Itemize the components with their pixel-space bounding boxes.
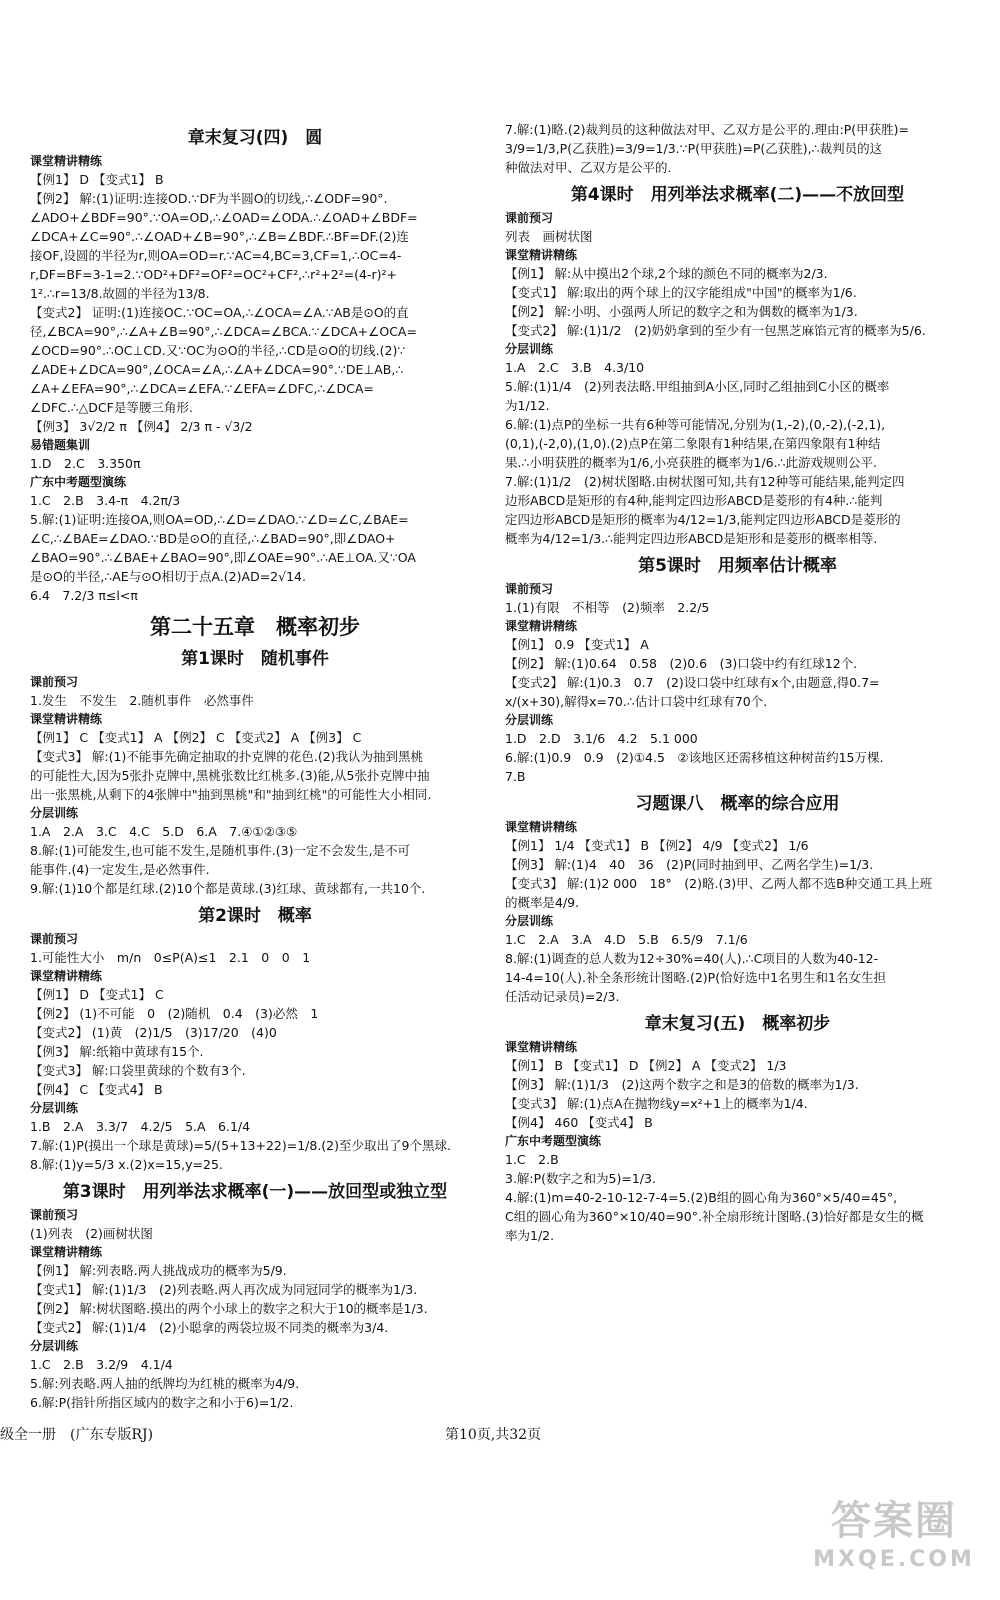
answer-line: 5.解:(1)1/4 (2)列表法略.甲组抽到A小区,同时乙组抽到C小区的概率 — [505, 379, 890, 394]
subsection-heading: 课堂精讲精练 — [505, 1040, 578, 1054]
answer-line: 1.B 2.A 3.3/7 4.2/5 5.A 6.1/4 — [30, 1119, 251, 1134]
subsection-heading: 课堂精讲精练 — [30, 1245, 103, 1259]
watermark-url: MXQE.COM — [813, 1547, 975, 1572]
watermark-text: 答案圈 — [831, 1498, 957, 1544]
answer-line: 7.解:(1)P(摸出一个球是黄球)=5/(5+13+22)=1/8.(2)至少取出了9个黑球. — [30, 1138, 451, 1153]
answer-line: 【例3】 解:(1)4 40 36 (2)P(同时抽到甲、乙两名学生)=1/3. — [505, 857, 874, 872]
answer-line: 1.发生 不发生 2.随机事件 必然事件 — [30, 693, 254, 708]
subsection-heading: 课前预习 — [505, 582, 554, 596]
answer-line: 3/9=1/3,P(乙获胜)=3/9=1/3.∵P(甲获胜)=P(乙获胜),∴裁判员的这 — [505, 141, 883, 156]
answer-line: 1.C 2.B — [505, 1152, 559, 1167]
answer-line: ∠OCD=90°.∴OC⊥CD.又∵OC为⊙O的半径,∴CD是⊙O的切线.(2)∵ — [30, 343, 406, 358]
answer-line: 率为1/2. — [505, 1228, 555, 1243]
answer-line: 1.C 2.A 3.A 4.D 5.B 6.5/9 7.1/6 — [505, 932, 748, 947]
answer-line: (0,1),(-2,0),(1,0).(2)点P在第二象限有1种结果,在第四象限有1种结 — [505, 436, 881, 451]
left-column — [30, 120, 480, 1412]
answer-line: 【变式2】 解:(1)1/2 (2)奶奶拿到的至少有一包黑芝麻馅元宵的概率为5/6. — [505, 323, 926, 338]
subsection-heading: 分层训练 — [505, 342, 554, 356]
answer-line: r,DF=BF=3-1=2.∵OD²+DF²=OF²=OC²+CF²,∴r²+2²=(4-r)²+ — [30, 267, 397, 282]
footer-page-number: 第10页,共32页 — [445, 1427, 542, 1443]
subsection-heading: 分层训练 — [30, 1101, 79, 1115]
answer-line: 【例2】 解:(1)0.64 0.58 (2)0.6 (3)口袋中约有红球12个. — [505, 656, 858, 671]
subsection-heading: 分层训练 — [505, 914, 554, 928]
section-title: 第3课时 用列举法求概率(一)——放回型或独立型 — [62, 1182, 448, 1202]
answer-line: 6.解:P(指针所指区域内的数字之和小于6)=1/2. — [30, 1395, 294, 1410]
answer-line: 6.4 7.2/3 π≤l<π — [30, 588, 138, 603]
answer-line: 边形ABCD是矩形的有4种,能判定四边形ABCD是菱形的有4种.∴能判 — [505, 493, 883, 508]
answer-line: 【例2】 解:小明、小强两人所记的数字之和为偶数的概率为1/3. — [505, 304, 858, 319]
section-title: 章末复习(五) 概率初步 — [644, 1014, 831, 1034]
answer-line: 【变式1】 解:取出的两个球上的汉字能组成"中国"的概率为1/6. — [505, 285, 857, 300]
answer-line: 【变式2】 (1)黄 (2)1/5 (3)17/20 (4)0 — [30, 1025, 277, 1040]
answer-line: 【例1】 D 【变式1】 B — [30, 172, 164, 187]
answer-line: 8.解:(1)调查的总人数为12÷30%=40(人).∴C项目的人数为40-12- — [505, 951, 879, 966]
section-title: 习题课八 概率的综合应用 — [635, 794, 840, 814]
answer-line: 【例2】 解:(1)证明:连接OD.∵DF为半圆O的切线,∴∠ODF=90°. — [30, 191, 388, 206]
answer-line: 4.解:(1)m=40-2-10-12-7-4=5.(2)B组的圆心角为360°×5/40=45°, — [505, 1190, 898, 1205]
answer-line: 7.解:(1)略.(2)裁判员的这种做法对甲、乙双方是公平的.理由:P(甲获胜)= — [505, 122, 909, 137]
answer-line: 1.C 2.B 3.2/9 4.1/4 — [30, 1357, 173, 1372]
answer-line: 1.D 2.D 3.1/6 4.2 5.1 000 — [505, 731, 698, 746]
answer-line: 【例3】 3√2/2 π 【例4】 2/3 π - √3/2 — [30, 419, 253, 434]
answer-line: 6.解:(1)点P的坐标一共有6种等可能情况,分别为(1,-2),(0,-2),(-2,1), — [505, 417, 886, 432]
answer-line: 1.C 2.B 3.4-π 4.2π/3 — [30, 493, 181, 508]
answer-line: 5.解:(1)证明:连接OA,则OA=OD,∴∠D=∠DAO.∵∠D=∠C,∠BAE= — [30, 512, 409, 527]
subsection-heading: 分层训练 — [30, 806, 79, 820]
subsection-heading: 课堂精讲精练 — [505, 619, 578, 633]
answer-line: 【变式2】 证明:(1)连接OC.∵OC=OA,∴∠OCA=∠A.∵AB是⊙O的直 — [30, 305, 409, 320]
answer-line: 【例4】 C 【变式4】 B — [30, 1082, 163, 1097]
subsection-heading: 广东中考题型演练 — [505, 1134, 602, 1148]
answer-line: 【例3】 解:(1)1/3 (2)这两个数字之和是3的倍数的概率为1/3. — [505, 1077, 859, 1092]
answer-line: 【例1】 B 【变式1】 D 【例2】 A 【变式2】 1/3 — [505, 1058, 787, 1073]
answer-line: 【例1】 解:从中摸出2个球,2个球的颜色不同的概率为2/3. — [505, 266, 828, 281]
answer-line: 5.解:列表略.两人抽的纸牌均为红桃的概率为4/9. — [30, 1376, 300, 1391]
section-title: 章末复习(四) 圆 — [187, 128, 323, 148]
answer-line: 径,∠BCA=90°,∴∠A+∠B=90°,∴∠DCA=∠BCA.∵∠DCA+∠OCA= — [30, 324, 417, 339]
answer-line: ∠DFC.∴△DCF是等腰三角形. — [30, 400, 193, 415]
answer-line: 【例3】 解:纸箱中黄球有15个. — [30, 1044, 204, 1059]
subsection-heading: 易错题集训 — [30, 438, 91, 452]
answer-line: 【例1】 0.9 【变式1】 A — [505, 637, 649, 652]
subsection-heading: 课堂精讲精练 — [505, 820, 578, 834]
answer-line: 【例2】 (1)不可能 0 (2)随机 0.4 (3)必然 1 — [30, 1006, 319, 1021]
answer-line: 14-4=10(人).补全条形统计图略.(2)P(恰好选中1名男生和1名女生担 — [505, 970, 886, 985]
section-title: 第1课时 随机事件 — [181, 649, 329, 669]
answer-line: 7.B — [505, 769, 526, 784]
answer-line: 【变式3】 解:(1)点A在抛物线y=x²+1上的概率为1/4. — [505, 1096, 808, 1111]
subsection-heading: 课前预习 — [30, 932, 79, 946]
chapter-title: 第二十五章 概率初步 — [150, 615, 360, 639]
answer-line: ∠BAO=90°.∴∠BAE+∠BAO=90°,即∠OAE=90°.∴AE⊥OA.又∵OA — [30, 550, 416, 565]
answer-line: 6.解:(1)0.9 0.9 (2)①4.5 ②该地区还需移植这种树苗约15万棵. — [505, 750, 884, 765]
answer-line: 1.A 2.C 3.B 4.3/10 — [505, 360, 645, 375]
answer-line: ∠A+∠EFA=90°,∴∠DCA=∠EFA.∵∠EFA=∠DFC,∴∠DCA= — [30, 381, 374, 396]
answer-line: 1.A 2.A 3.C 4.C 5.D 6.A 7.④①②③⑤ — [30, 824, 298, 839]
answer-line: C组的圆心角为360°×10/40=90°.补全扇形统计图略.(3)恰好都是女生的概 — [505, 1209, 924, 1224]
answer-line: 种做法对甲、乙双方是公平的. — [505, 160, 672, 175]
answer-line: 1².∴r=13/8.故圆的半径为13/8. — [30, 286, 210, 301]
answer-line: ∠C,∴∠BAE=∠DAO.∵BD是⊙O的直径,∴∠BAD=90°,即∠DAO+ — [30, 531, 396, 546]
answer-line: 9.解:(1)10个都是红球.(2)10个都是黄球.(3)红球、黄球都有,一共10个. — [30, 881, 426, 896]
answer-line: 任活动记录员)=2/3. — [505, 989, 620, 1004]
answer-line: 【例1】 1/4 【变式1】 B 【例2】 4/9 【变式2】 1/6 — [505, 838, 809, 853]
answer-line: 【变式2】 解:(1)1/4 (2)小聪拿的两袋垃圾不同类的概率为3/4. — [30, 1320, 389, 1335]
subsection-heading: 分层训练 — [30, 1339, 79, 1353]
subsection-heading: 课堂精讲精练 — [30, 712, 103, 726]
answer-line: 7.解:(1)1/2 (2)树状图略.由树状图可知,共有12种等可能结果,能判定四 — [505, 474, 905, 489]
answer-line: 1.(1)有限 不相等 (2)频率 2.2/5 — [505, 600, 710, 615]
answer-line: 出一张黑桃,从剩下的4张牌中"抽到黑桃"和"抽到红桃"的可能性大小相同. — [30, 787, 432, 802]
answer-line: 【变式3】 解:(1)2 000 18° (2)略.(3)甲、乙两人都不选B种交通工具上班 — [505, 876, 933, 891]
answer-line: ∠ADE+∠DCA=90°,∠OCA=∠A,∴∠A+∠DCA=90°.∵DE⊥AB,∴ — [30, 362, 404, 377]
footer-book-info: 级全一册 (广东专版RJ) — [0, 1427, 154, 1443]
subsection-heading: 广东中考题型演练 — [30, 475, 127, 489]
answer-line: ∠DCA+∠C=90°.∴∠OAD+∠B=90°,∴∠B=∠BDF.∴BF=DF.(2)连 — [30, 229, 409, 244]
answer-line: 8.解:(1)可能发生,也可能不发生,是随机事件.(3)一定不会发生,是不可 — [30, 843, 410, 858]
section-title: 第2课时 概率 — [198, 906, 312, 926]
answer-line: 果.∴小明获胜的概率为1/6,小亮获胜的概率为1/6.∴此游戏规则公平. — [505, 455, 878, 470]
subsection-heading: 课前预习 — [30, 675, 79, 689]
answer-line: x/(x+30),解得x=70.∴估计口袋中红球有70个. — [505, 694, 768, 709]
answer-line: 是⊙O的半径,∴AE与⊙O相切于点A.(2)AD=2√14. — [30, 569, 306, 584]
answer-line: 【变式2】 解:(1)0.3 0.7 (2)设口袋中红球有x个,由题意,得0.7= — [505, 675, 880, 690]
answer-line: 【例2】 解:树状图略.摸出的两个小球上的数字之积大于10的概率是1/3. — [30, 1301, 428, 1316]
answer-line: 为1/12. — [505, 398, 550, 413]
answer-line: 定四边形ABCD是矩形的概率为4/12=1/3,能判定四边形ABCD是菱形的 — [505, 512, 901, 527]
subsection-heading: 课堂精讲精练 — [30, 154, 103, 168]
answer-line: 1.可能性大小 m/n 0≤P(A)≤1 2.1 0 0 1 — [30, 950, 311, 965]
watermark-logo — [794, 1495, 994, 1595]
answer-line: 的概率是4/9. — [505, 895, 580, 910]
answer-line: 概率为4/12=1/3.∴能判定四边形ABCD是矩形和是菱形的概率相等. — [505, 531, 878, 546]
answer-line: 【变式3】 解:口袋里黄球的个数有3个. — [30, 1063, 246, 1078]
answer-line: ∠ADO+∠BDF=90°.∵OA=OD,∴∠OAD=∠ODA.∴∠OAD+∠BDF= — [30, 210, 418, 225]
subsection-heading: 分层训练 — [505, 713, 554, 727]
answer-line: 接OF,设圆的半径为r,则OA=OD=r.∵AC=4,BC=3,CF=1,∴OC=4- — [30, 248, 402, 263]
subsection-heading: 课堂精讲精练 — [30, 969, 103, 983]
answer-line: 列表 画树状图 — [505, 229, 593, 244]
answer-line: 【变式1】 解:(1)1/3 (2)列表略.两人再次成为同冠同学的概率为1/3. — [30, 1282, 418, 1297]
answer-line: 【变式3】 解:(1)不能事先确定抽取的扑克牌的花色.(2)我认为抽到黑桃 — [30, 749, 424, 764]
section-title: 第5课时 用频率估计概率 — [638, 556, 837, 576]
answer-line: 8.解:(1)y=5/3 x.(2)x=15,y=25. — [30, 1157, 223, 1172]
answer-line: 【例1】 C 【变式1】 A 【例2】 C 【变式2】 A 【例3】 C — [30, 730, 362, 745]
answer-line: 【例4】 460 【变式4】 B — [505, 1115, 653, 1130]
section-title: 第4课时 用列举法求概率(二)——不放回型 — [570, 185, 905, 205]
answer-line: 能事件.(4)一定发生,是必然事件. — [30, 862, 210, 877]
answer-line: (1)列表 (2)画树状图 — [30, 1226, 153, 1241]
subsection-heading: 课前预习 — [30, 1208, 79, 1222]
right-column — [505, 120, 970, 1245]
subsection-heading: 课前预习 — [505, 211, 554, 225]
answer-line: 1.D 2.C 3.350π — [30, 456, 141, 471]
answer-line: 3.解:P(数字之和为5)=1/3. — [505, 1171, 656, 1186]
answer-line: 的可能性大,因为5张扑克牌中,黑桃张数比红桃多.(3)能,从5张扑克牌中抽 — [30, 768, 430, 783]
subsection-heading: 课堂精讲精练 — [505, 248, 578, 262]
answer-line: 【例1】 解:列表略.两人挑战成功的概率为5/9. — [30, 1263, 287, 1278]
answer-line: 【例1】 D 【变式1】 C — [30, 987, 164, 1002]
